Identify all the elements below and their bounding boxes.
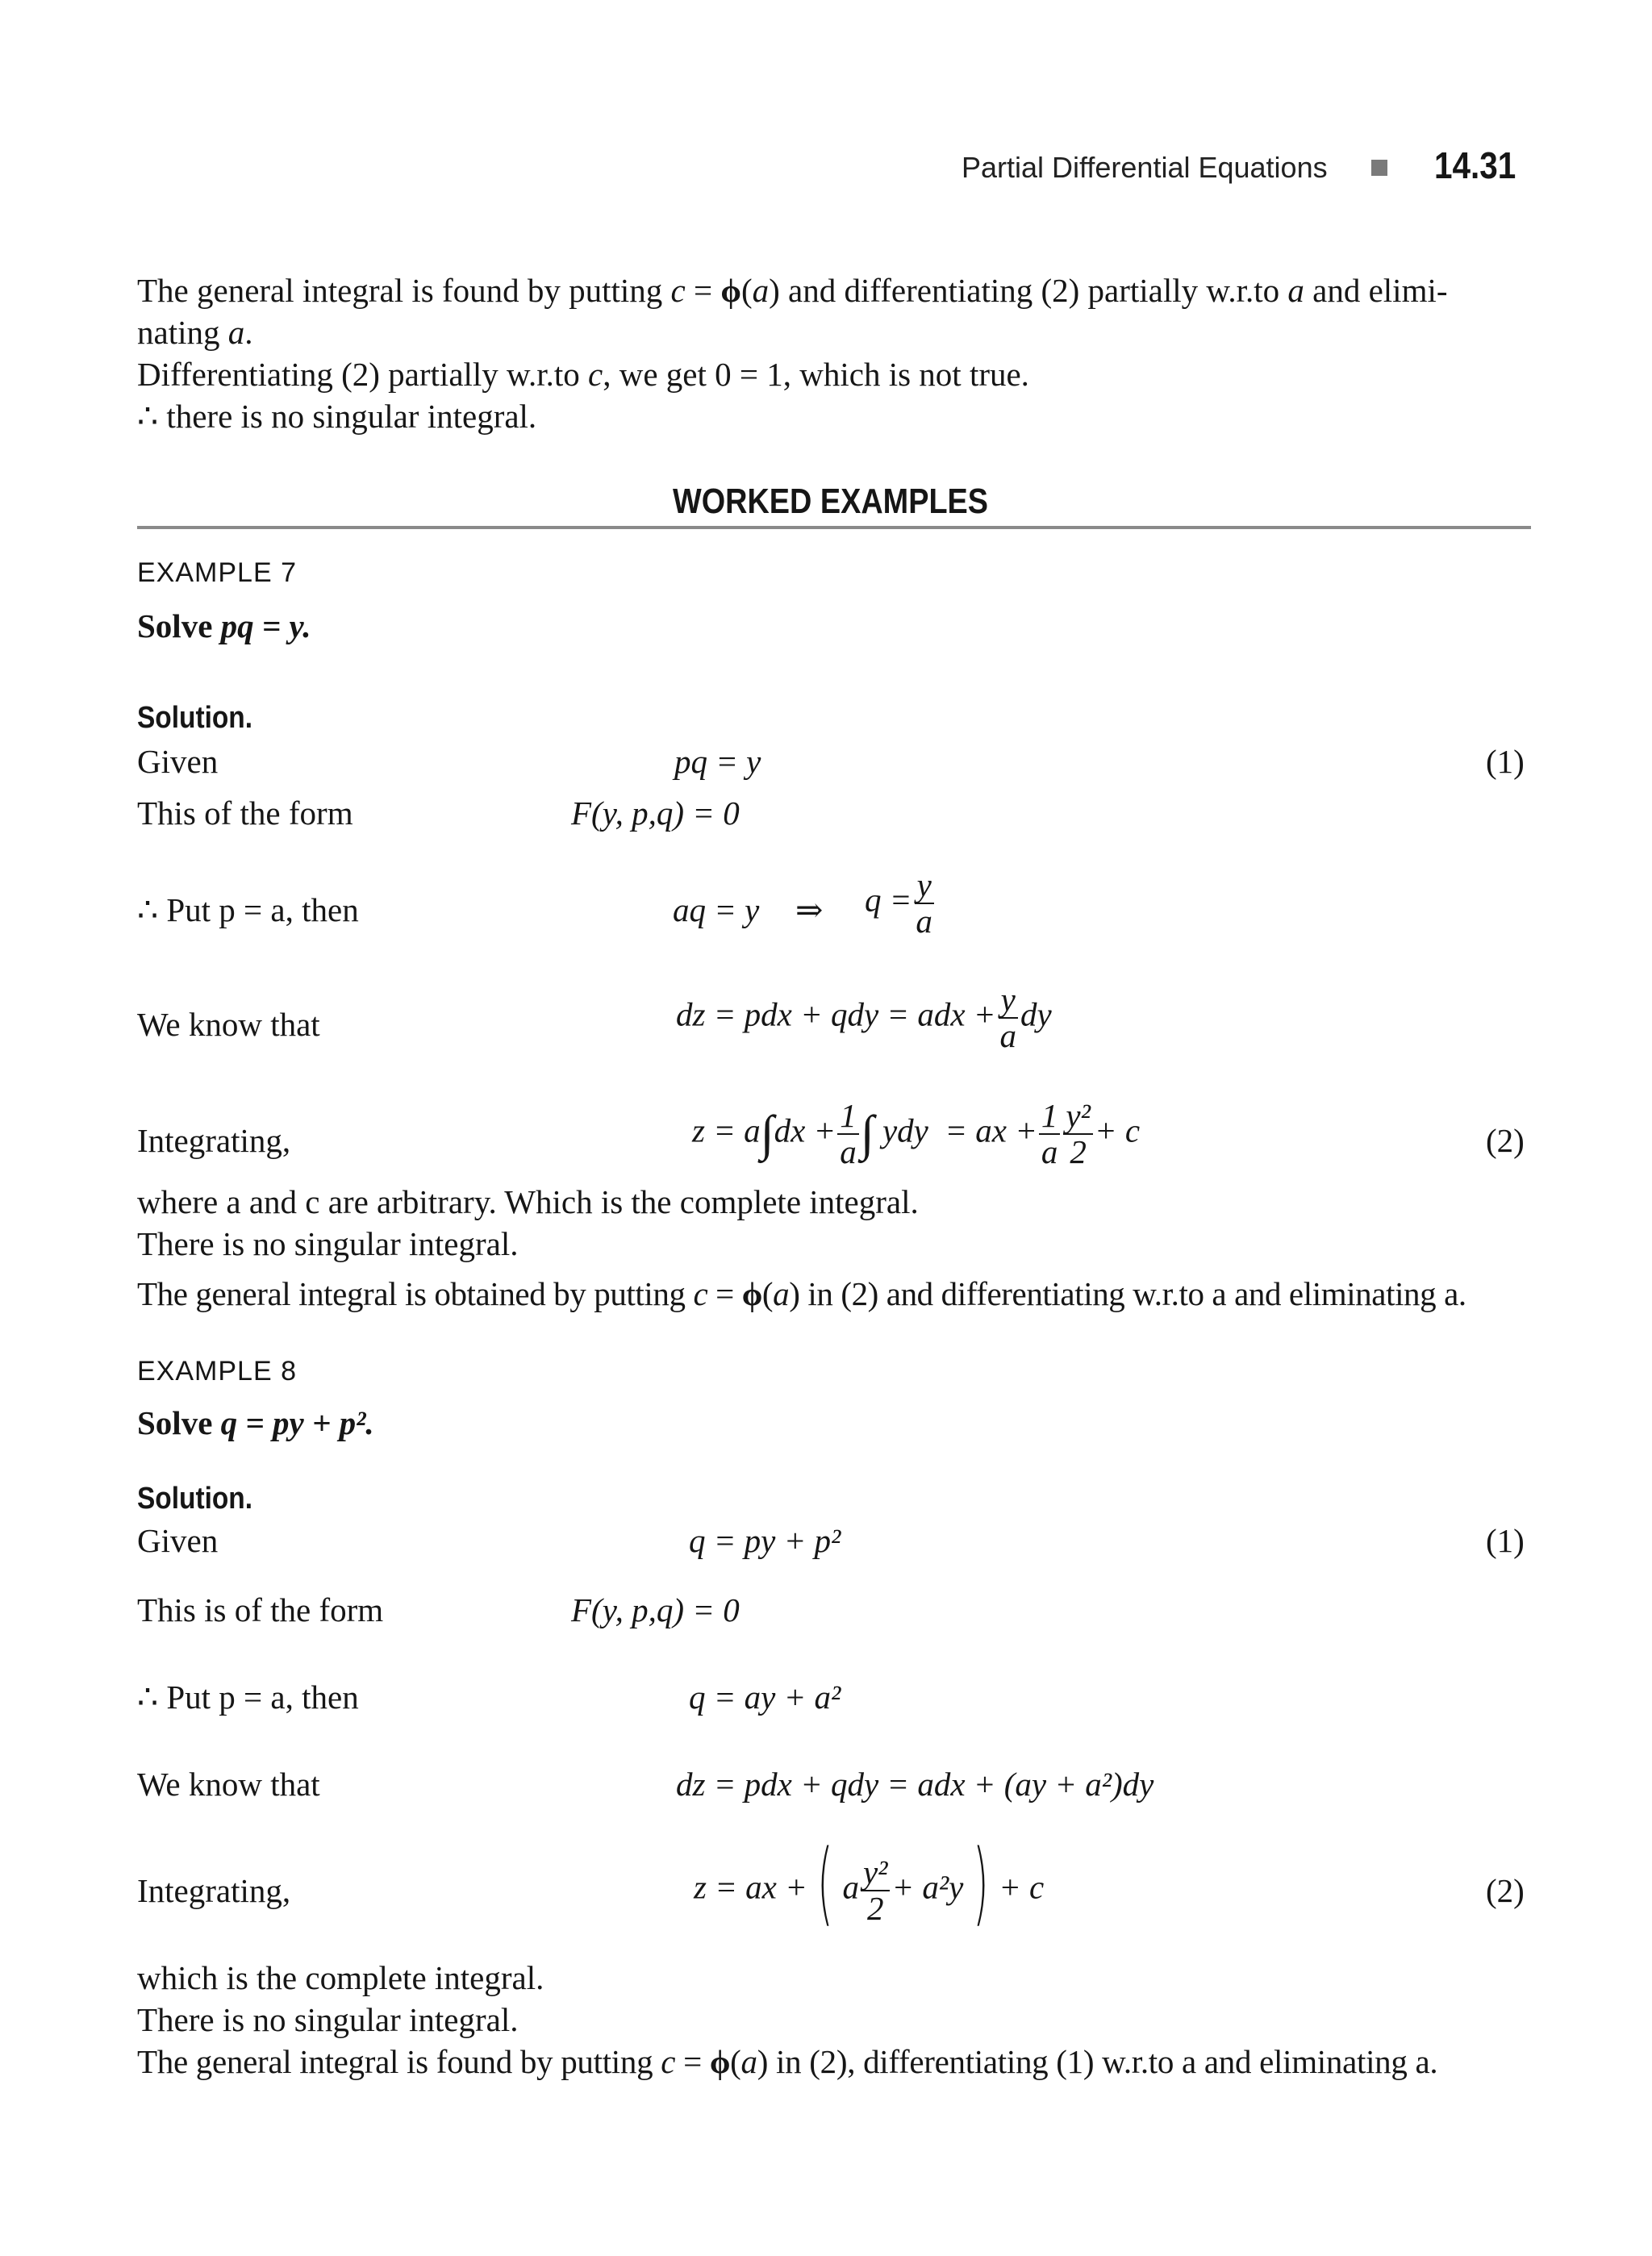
ex8-integral-equation: z = ax + ( a $\frac{\text{y²}}{2}$ + a²y ) + c [694, 1831, 1045, 1937]
ex7-integral-equation: z = a∫dx + $\frac{1}{a}$ ∫ ydy = ax + $\frac{1}{a}$ $\frac{\text{y²}}{2}$ + c [692, 1097, 1141, 1171]
ex7-int-fraction-1: $\frac{1}{a}$ [837, 1099, 859, 1170]
ex8-given-label: Given [137, 1522, 219, 1559]
ex8-form-equation: F(y, p,q) = 0 [571, 1591, 740, 1628]
ex8-put-equation: q = ay + a² [689, 1678, 841, 1716]
ex8-dz-equation: dz = pdx + qdy = adx + (ay + a²)dy [676, 1766, 1154, 1803]
intro-line-2: nating a. [137, 314, 253, 351]
running-header [962, 150, 1328, 185]
ex7-put-equation: aq = y [673, 891, 760, 928]
ex8-no-singular: There is no singular integral. [137, 2001, 519, 2038]
ex7-dz-fraction: $\frac{y}{a}$ [999, 981, 1016, 1055]
ex8-put-label: ∴ Put p = a, then [137, 1678, 359, 1716]
integral-sign: ∫ [760, 1106, 774, 1161]
ex8-equation-number-1: (1) [1486, 1522, 1525, 1559]
intro-line-3: Differentiating (2) partially w.r.to c, we get 0 = 1, which is not true. [137, 356, 1029, 393]
ex7-given-equation: pq = y [674, 743, 761, 780]
example-7-problem: Solve pq = y. [137, 607, 311, 644]
ex7-given-label: Given [137, 743, 219, 780]
ex7-equation-number-2: (2) [1486, 1122, 1525, 1159]
ex7-form-label: This of the form [137, 794, 353, 832]
intro-line-4: ∴ there is no singular integral. [137, 398, 537, 435]
ex7-know-label: We know that [137, 1006, 320, 1043]
ex7-q-fraction: $\frac{y}{a}$ [916, 866, 932, 940]
ex7-q-equation: q = $\frac{y}{a}$ [865, 868, 937, 939]
ex7-equation-number-1: (1) [1486, 743, 1525, 780]
ex8-general-line: The general integral is found by putting c = ϕ(a) in (2), differentiating (1) w.r.to a and eliminating a. [137, 2043, 1438, 2080]
ex7-put-label: ∴ Put p = a, then [137, 891, 359, 928]
ex7-int-fraction-3: $\frac{\text{y²}}{2}$ [1063, 1099, 1093, 1170]
phi-expression: c [670, 272, 686, 309]
ex8-form-label: This is of the form [137, 1591, 384, 1628]
ex7-int-fraction-2: $\frac{1}{a}$ [1039, 1099, 1061, 1170]
header-square-icon [1371, 160, 1387, 176]
intro-line-1: The general integral is found by putting c = ϕ(a) and differentiating (2) partially w.r.to a and elimi- [137, 272, 1448, 309]
ex7-no-singular: There is no singular integral. [137, 1225, 519, 1262]
ex8-integrating-label: Integrating, [137, 1872, 291, 1909]
section-rule [137, 526, 1531, 529]
example-8-problem: Solve q = py + p². [137, 1404, 374, 1441]
ex7-where-line: where a and c are arbitrary. Which is the complete integral. [137, 1183, 919, 1220]
example-8-label: EXAMPLE 8 [137, 1356, 297, 1387]
ex8-complete-line: which is the complete integral. [137, 1959, 544, 1996]
example-7-solution-label: Solution. [137, 701, 253, 735]
integral-sign: ∫ [860, 1106, 874, 1161]
ex7-integrating-label: Integrating, [137, 1122, 291, 1159]
ex7-general-line: The general integral is obtained by putting c = ϕ(a) in (2) and differentiating w.r.to a and eliminating a. [137, 1275, 1466, 1312]
ex7-form-equation: F(y, p,q) = 0 [571, 794, 740, 832]
ex8-know-label: We know that [137, 1766, 320, 1803]
example-7-label: EXAMPLE 7 [137, 557, 297, 588]
chapter-title: Partial Differential Equations [962, 151, 1328, 184]
page-number: 14.31 [1434, 144, 1516, 186]
ex7-implies-arrow: ⇒ [795, 891, 824, 928]
ex7-dz-equation: dz = pdx + qdy = adx + $\frac{y}{a}$ dy [676, 981, 1052, 1055]
example-8-solution-label: Solution. [137, 1482, 253, 1516]
ex8-given-equation: q = py + p² [689, 1522, 841, 1559]
section-title: WORKED EXAMPLES [673, 482, 989, 521]
ex8-equation-number-2: (2) [1486, 1872, 1525, 1909]
ex8-int-fraction: $\frac{\text{y²}}{2}$ [861, 1855, 891, 1926]
